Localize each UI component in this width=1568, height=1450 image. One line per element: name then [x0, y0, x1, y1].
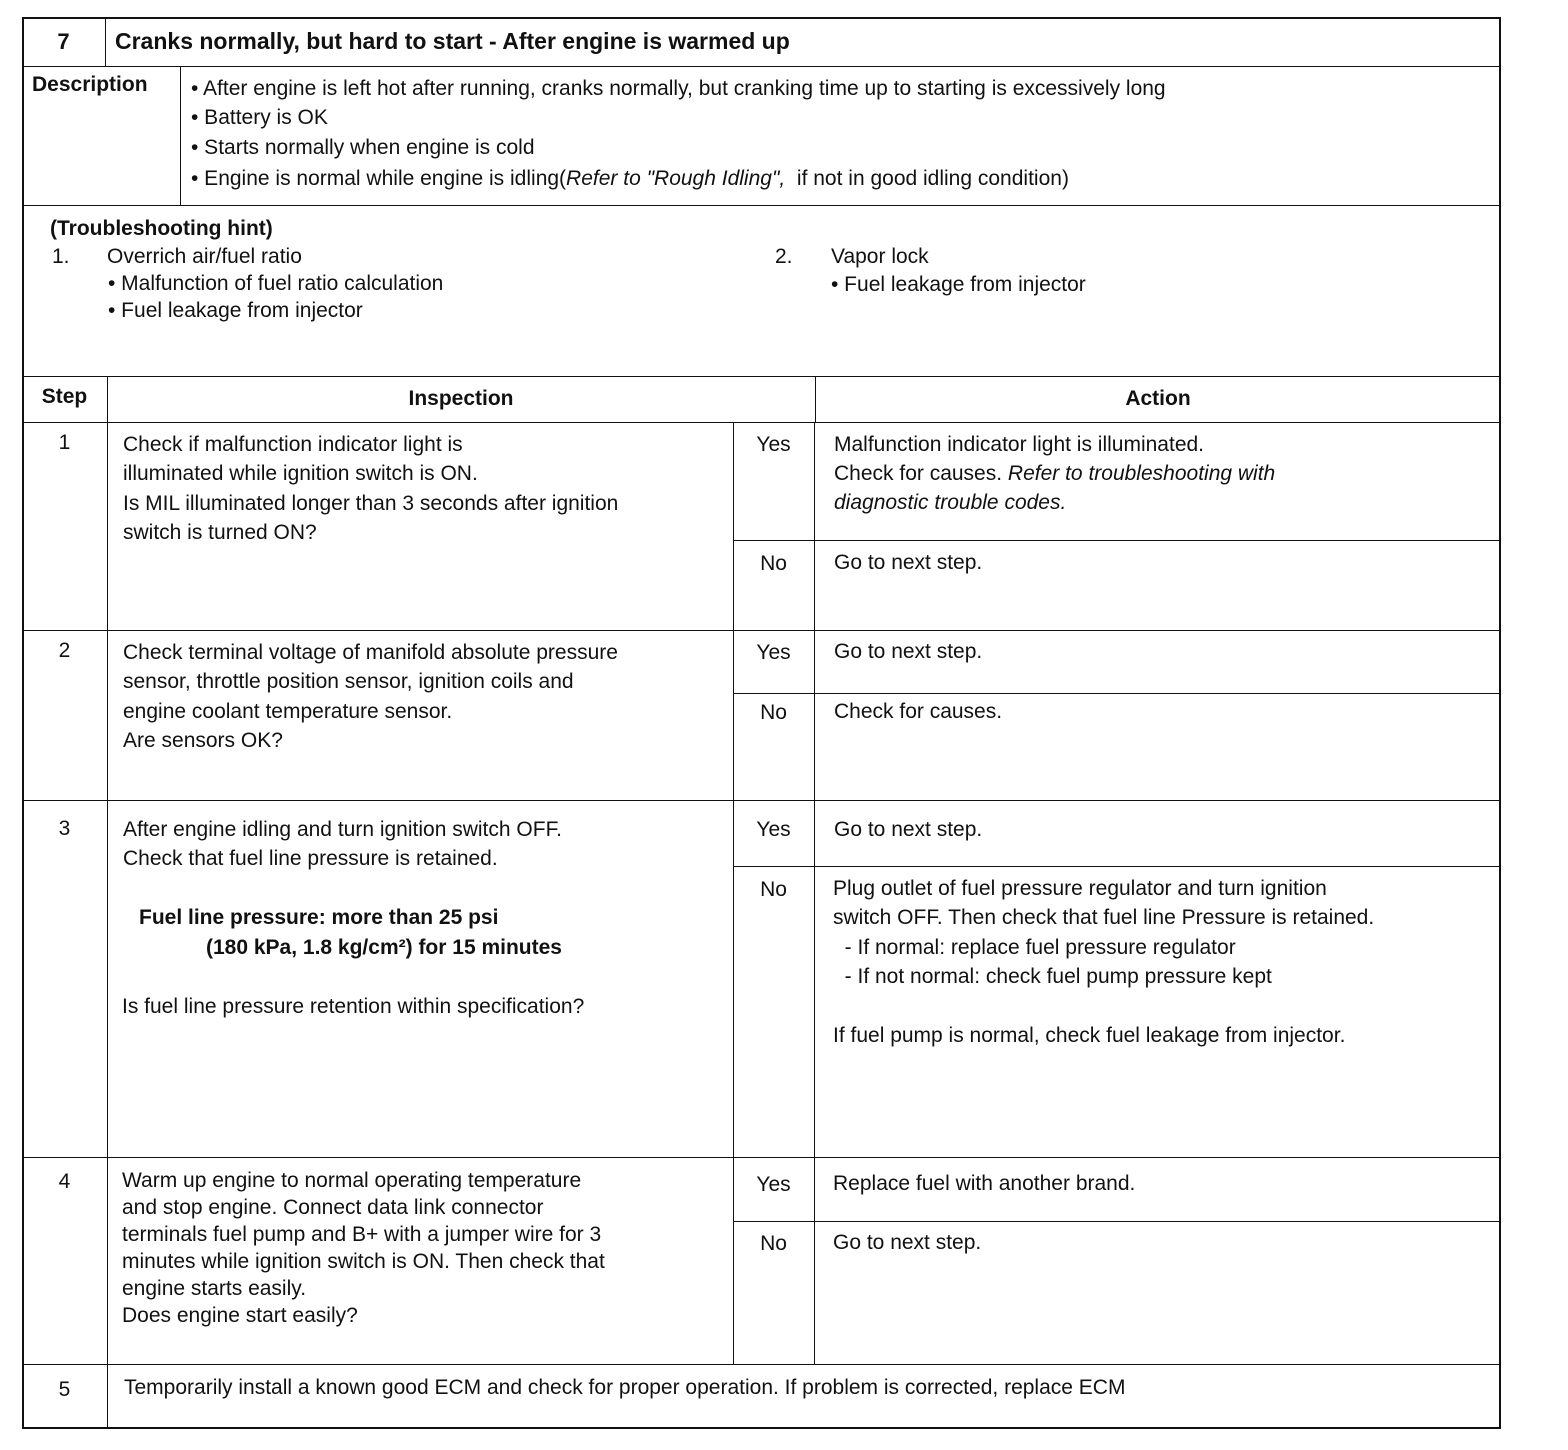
divider: [22, 205, 1501, 206]
step-number: 2: [58, 639, 71, 662]
section-title: Cranks normally, but hard to start - After engine is warmed up: [115, 28, 790, 54]
description-item: • Starts normally when engine is cold: [191, 136, 535, 159]
divider: [22, 422, 1501, 423]
yes-action-reference: diagnostic trouble codes.: [834, 491, 1067, 514]
description-item: • After engine is left hot after running, cranks normally, but cranking time up to starting is excessively long: [191, 77, 1166, 100]
divider: [733, 1221, 1501, 1222]
no-label: No: [760, 552, 787, 575]
description-item: [191, 164, 1069, 193]
hint-cause-title: Vapor lock: [831, 245, 929, 268]
hint-cause-number: 1.: [52, 245, 70, 268]
step-number: 4: [58, 1170, 71, 1193]
no-action: switch OFF. Then check that fuel line Pressure is retained.: [833, 906, 1375, 929]
step-inspection: Temporarily install a known good ECM and check for proper operation. If problem is corrected, replace ECM: [124, 1376, 1126, 1399]
hint-heading: (Troubleshooting hint): [50, 217, 273, 240]
divider: [22, 66, 1501, 67]
step-inspection: Does engine start easily?: [122, 1304, 358, 1327]
step-inspection: After engine idling and turn ignition switch OFF.: [123, 818, 562, 841]
hint-cause-number: 2.: [775, 245, 793, 268]
step-inspection: Is MIL illuminated longer than 3 seconds after ignition: [123, 492, 619, 515]
no-action: - If normal: replace fuel pressure regulator: [833, 936, 1236, 959]
hint-cause-title: Overrich air/fuel ratio: [107, 245, 302, 268]
divider: [22, 630, 1501, 631]
step-inspection: Are sensors OK?: [123, 729, 283, 752]
step-inspection: terminals fuel pump and B+ with a jumper wire for 3: [122, 1223, 602, 1246]
description-label: Description: [32, 73, 148, 96]
section-number: 7: [57, 29, 70, 54]
yes-label: Yes: [756, 818, 791, 841]
column-header-action: Action: [1125, 387, 1191, 410]
step-inspection: illuminated while ignition switch is ON.: [123, 462, 478, 485]
description-item-reference: Refer to "Rough Idling",: [566, 167, 786, 190]
step-inspection: engine coolant temperature sensor.: [123, 700, 453, 723]
no-action: Check for causes.: [834, 700, 1003, 723]
yes-label: Yes: [756, 1173, 791, 1196]
yes-action: Replace fuel with another brand.: [833, 1172, 1136, 1195]
no-action: Go to next step.: [833, 1231, 982, 1254]
divider: [105, 17, 106, 66]
spec-value: (180 kPa, 1.8 kg/cm²) for 15 minutes: [206, 936, 562, 959]
step-inspection: engine starts easily.: [122, 1277, 307, 1300]
divider: [22, 1157, 1501, 1158]
divider: [733, 693, 1501, 694]
divider: [22, 376, 1501, 377]
step-number: 5: [58, 1378, 71, 1401]
divider: [733, 540, 1501, 541]
yes-action: Go to next step.: [834, 818, 983, 841]
description-item: • Battery is OK: [191, 106, 328, 129]
divider: [814, 422, 815, 1364]
yes-action-text: Check for causes.: [834, 462, 1008, 485]
no-label: No: [760, 701, 787, 724]
step-inspection: Warm up engine to normal operating temperature: [122, 1169, 582, 1192]
hint-cause-bullet: • Malfunction of fuel ratio calculation: [108, 272, 444, 295]
no-action: Plug outlet of fuel pressure regulator and turn ignition: [833, 877, 1327, 900]
yes-action: [834, 459, 1275, 488]
step-number: 1: [58, 431, 71, 454]
no-label: No: [760, 878, 787, 901]
no-action-note: If fuel pump is normal, check fuel leakage from injector.: [833, 1024, 1346, 1047]
yes-label: Yes: [756, 433, 791, 456]
step-inspection: sensor, throttle position sensor, ignition coils and: [123, 670, 574, 693]
step-number: 3: [58, 817, 71, 840]
description-item-text: • Engine is normal while engine is idling(: [191, 167, 567, 190]
divider: [107, 376, 108, 1429]
column-header-step: Step: [41, 385, 88, 408]
hint-cause-bullet: • Fuel leakage from injector: [831, 273, 1086, 296]
step-inspection: minutes while ignition switch is ON. Then check that: [122, 1250, 605, 1273]
no-action: Go to next step.: [834, 551, 983, 574]
step-inspection: Check terminal voltage of manifold absolute pressure: [123, 641, 618, 664]
step-inspection: Check that fuel line pressure is retained.: [123, 847, 498, 870]
column-header-inspection: Inspection: [408, 387, 514, 410]
step-inspection: and stop engine. Connect data link connector: [122, 1196, 544, 1219]
step-question: Is fuel line pressure retention within specification?: [122, 995, 585, 1018]
divider: [22, 800, 1501, 801]
yes-label: Yes: [756, 641, 791, 664]
yes-action: Go to next step.: [834, 640, 983, 663]
no-action: - If not normal: check fuel pump pressure kept: [833, 965, 1272, 988]
divider: [180, 66, 181, 205]
description-item-text: if not in good idling condition): [785, 167, 1069, 190]
step-inspection: Check if malfunction indicator light is: [123, 433, 463, 456]
no-label: No: [760, 1232, 787, 1255]
yes-action: Malfunction indicator light is illuminated.: [834, 433, 1205, 456]
step-inspection: switch is turned ON?: [123, 521, 317, 544]
hint-cause-bullet: • Fuel leakage from injector: [108, 299, 363, 322]
yes-action-reference: Refer to troubleshooting with: [1007, 462, 1276, 485]
divider: [733, 866, 1501, 867]
divider: [22, 1364, 1501, 1365]
spec-value: Fuel line pressure: more than 25 psi: [139, 906, 499, 929]
